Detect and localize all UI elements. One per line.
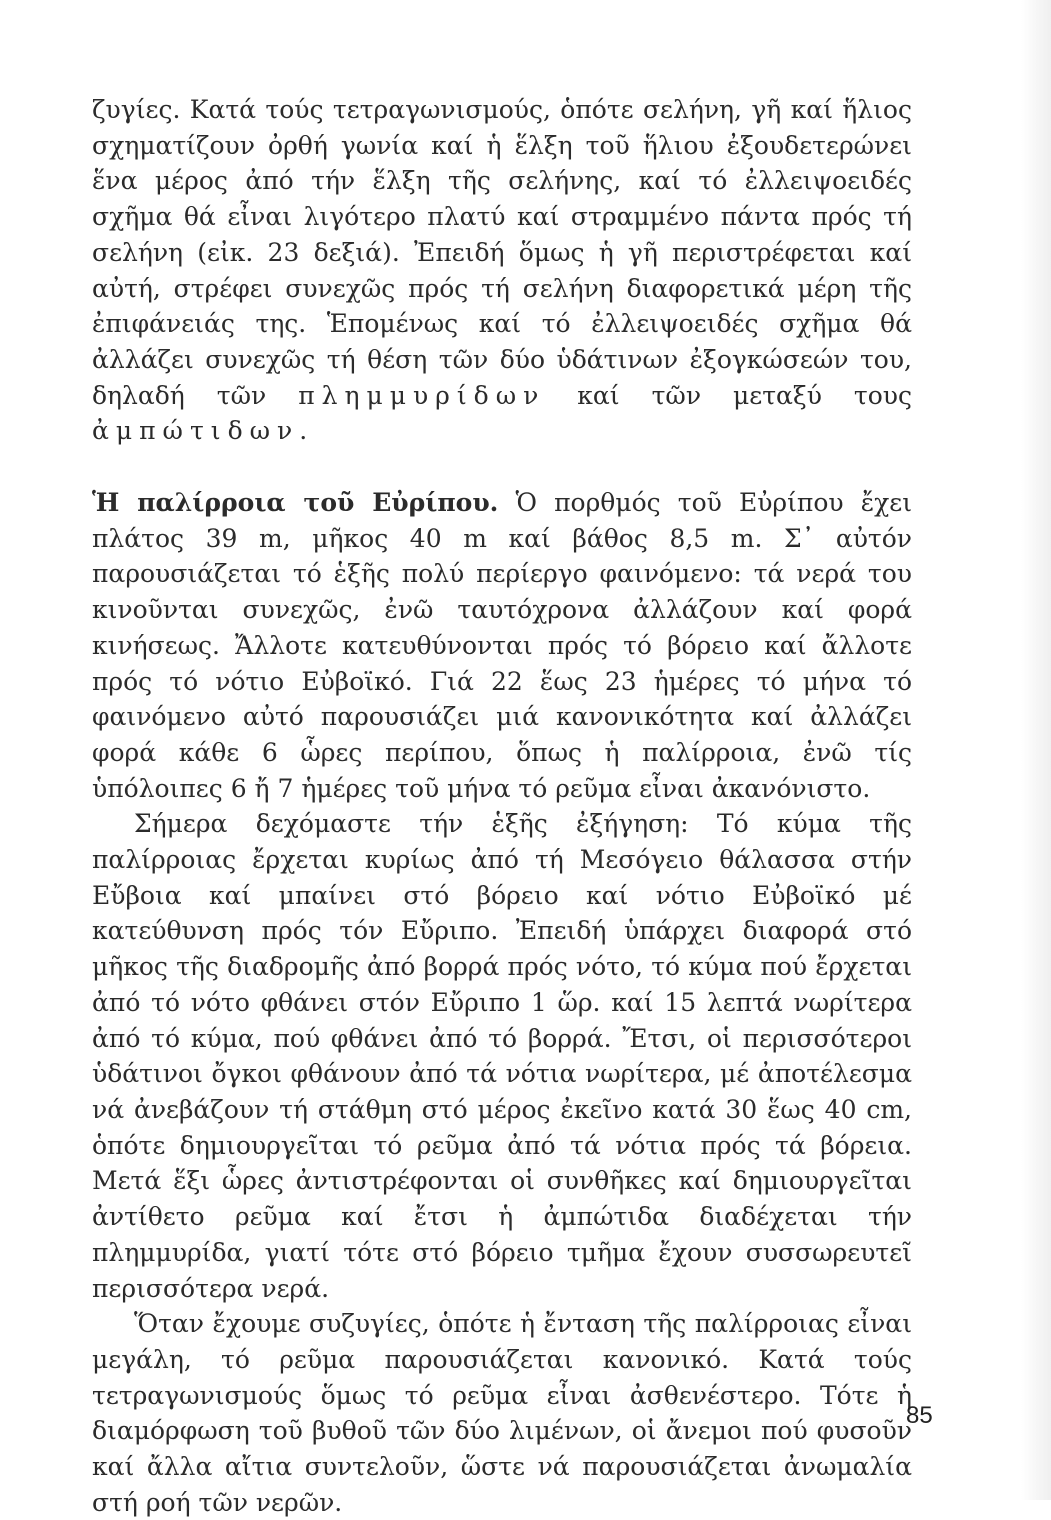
paragraph-syzygies: Ὅταν ἔχουμε συζυγίες, ὁπότε ἡ ἔνταση τῆς παλίρροιας εἶναι μεγάλη, τό ρεῦμα παρουσιάζεται κανονικό. Κατά τούς τετραγωνισμούς ὅμως τό ρεῦμα εἶναι ἀσθενέστερο. Τότε ἡ διαμόρφωση τοῦ βυθοῦ τῶν δύο λιμένων, οἱ ἄνεμοι πού φυσοῦν καί ἄλλα αἴτια συντελοῦν, ὥστε νά παρουσιάζεται ἀνωμαλία στή ροή τῶν νερῶν. — [92, 1309, 912, 1517]
paragraph-explanation: Σήμερα δεχόμαστε τήν ἑξῆς ἐξήγηση: Τό κύμα τῆς παλίρροιας ἔρχεται κυρίως ἀπό τή Μεσόγειο θάλασσα στήν Εὔβοια καί μπαίνει στό βόρειο καί νότιο Εὐβοϊκό μέ κατεύθυνση πρός τόν Εὔριπο. Ἐπειδή ὑπάρχει διαφορά στό μῆκος τῆς διαδρομῆς ἀπό βορρά πρός νότο, τό κύμα πού ἔρχεται ἀπό τό νότο φθάνει στόν Εὔριπο 1 ὥρ. καί 15 λεπτά νωρίτερα ἀπό τό κύμα, πού φθάνει ἀπό τό βορρά. Ἔτσι, οἱ περισσότεροι ὑδάτινοι ὄγκοι φθάνουν ἀπό τά νότια νωρίτερα, μέ ἀποτέλεσμα νά ἀνεβάζουν τή στάθμη στό μέρος ἐκεῖνο κατά 30 ἕως 40 cm, ὁπότε δημιουργεῖται τό ρεῦμα ἀπό τά νότια πρός τά βόρεια. Μετά ἕξι ὧρες ἀντιστρέφονται οἱ συνθῆκες καί δημιουργεῖται ἀντίθετο ρεῦμα καί ἔτσι ἡ ἀμπώτιδα διαδέχεται τήν πλημμυρίδα, γιατί τότε στό βόρειο τμῆμα ἔχουν συσσωρευτεῖ περισσότερα νερά. — [92, 809, 912, 1303]
page-edge-shadow — [1021, 0, 1051, 1500]
paragraph-tides-ellipsoid — [92, 92, 912, 449]
emphasis-high-tides: πλημμυρίδων — [298, 380, 546, 410]
page-body — [92, 92, 912, 1520]
paragraph-text: Ὁ πορθμός τοῦ Εὐρίπου ἔχει πλάτος 39 m, μῆκος 40 m καί βάθος 8,5 m. Σ᾽ αὐτόν παρουσιάζεται τό ἑξῆς πολύ περίεργο φαινόμενο: τά νερά του κινοῦνται συνεχῶς, ἐνῶ ταυτόχρονα ἀλλάζουν καί φορά κινήσεως. Ἄλλοτε κατευθύνονται πρός τό βόρειο καί ἄλλοτε πρός τό νότιο Εὐβοϊκό. Γιά 22 ἕως 23 ἡμέρες τό μήνα τό φαινόμενο αὐτό παρουσιάζει μιά κανονικότητα καί ἀλλάζει φορά κάθε 6 ὧρες περίπου, ὅπως ἡ παλίρροια, ἐνῶ τίς ὑπόλοιπες 6 ἤ 7 ἡμέρες τοῦ μήνα τό ρεῦμα εἶναι ἀκανόνιστο. — [92, 488, 913, 803]
section-heading: Ἡ παλίρροια τοῦ Εὐρίπου. — [92, 488, 499, 518]
paragraph-text: ζυγίες. Κατά τούς τετραγωνισμούς, ὁπότε σελήνη, γῆ καί ἥλιος σχηματίζουν ὀρθή γωνία καί ἡ ἕλξη τοῦ ἥλιου ἐξουδετερώνει ἕνα μέρος ἀπό τήν ἕλξη τῆς σελήνης, καί τό ἐλλειψοειδές σχῆμα θά εἶναι λιγότερο πλατύ καί στραμμένο πάντα πρός τή σελήνη (εἰκ. 23 δεξιά). Ἐπειδή ὅμως ἡ γῆ περιστρέφεται καί αὐτή, στρέφει συνεχῶς πρός τή σελήνη διαφορετικά μέρη τῆς ἐπιφάνειάς της. Ἑπομένως καί τό ἐλλειψοειδές σχῆμα θά ἀλλάζει συνεχῶς τή θέση τῶν δύο ὑδάτινων ἐξογκώσεών του, δηλαδή τῶν — [92, 95, 912, 410]
paragraph-end: . — [299, 416, 308, 446]
paragraph-text: καί τῶν μεταξύ τους — [577, 380, 912, 410]
paragraph-evripos — [92, 485, 912, 806]
emphasis-low-tides: ἀμπώτιδων — [92, 416, 300, 446]
paragraph-gap — [92, 449, 912, 485]
page-number: 85 — [906, 1402, 933, 1429]
